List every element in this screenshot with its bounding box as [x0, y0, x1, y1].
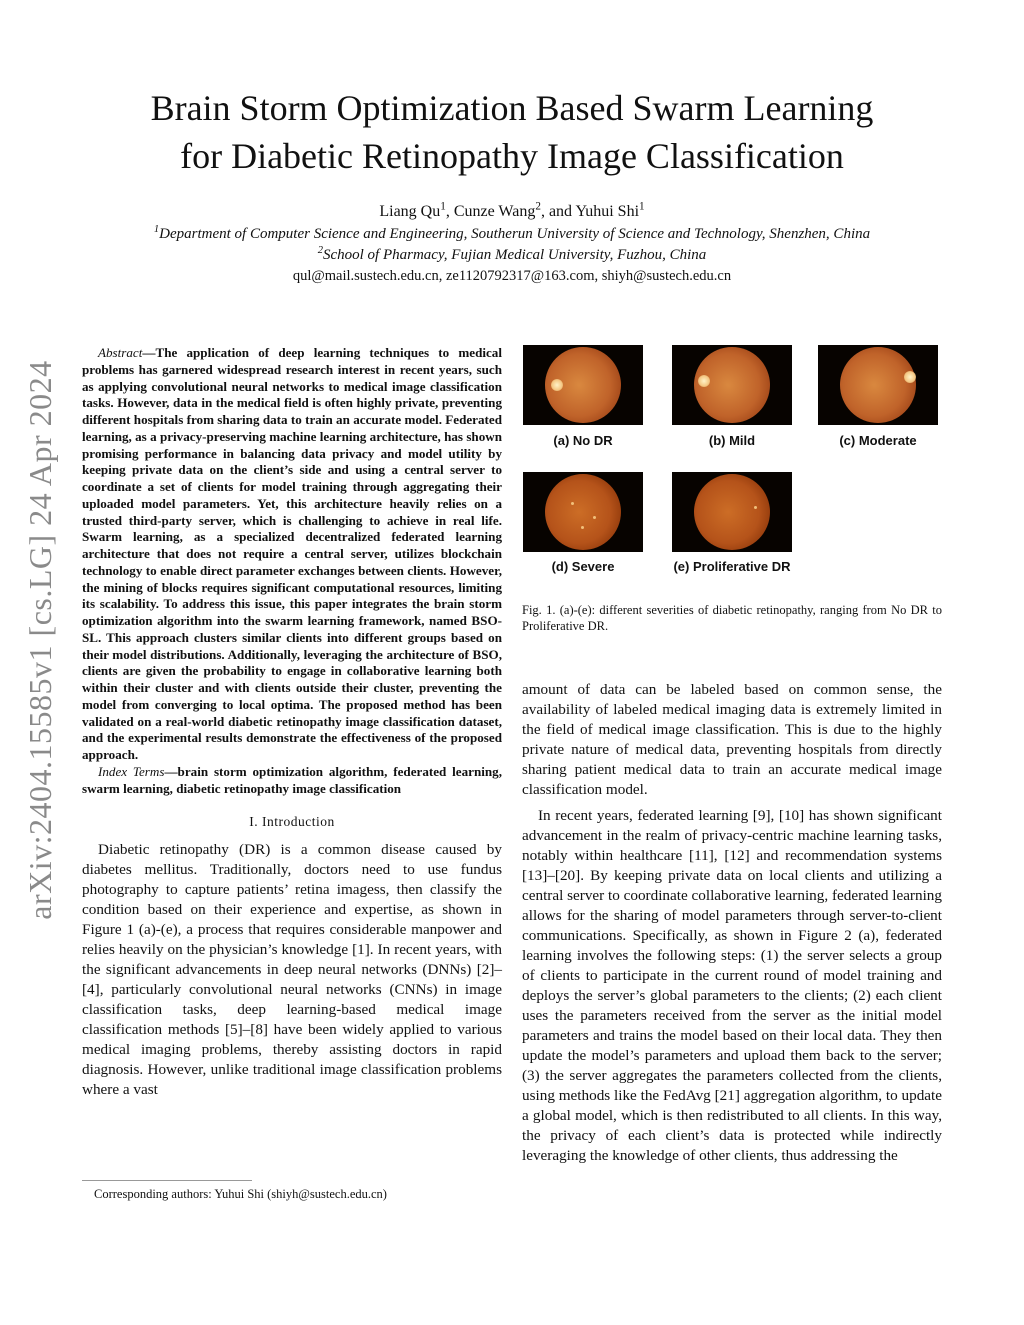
- retina-disc: [545, 474, 621, 550]
- intro-paragraph-1: Diabetic retinopathy (DR) is a common disease caused by diabetes mellitus. Traditionally, doctors need to use fundus photography to capture patients’ retina imagess, then classify the condition based on their experience and expertise, as shown in Figure 1 (a)-(e), a process that requires considerable manpower and relies heavily on the physician’s knowledge [1]. In recent years, with the significant advancements in deep neural networks (DNNs) [2]–[4], particularly convolutional neural networks (CNNs) in image classification tasks, deep learning-based medical image classification methods [5]–[8] have been widely applied to various medical imaging problems, thereby assisting doctors in rapid diagnosis. However, unlike traditional image classification problems where a vast: [82, 841, 502, 1099]
- figure-panel-label-e: (e) Proliferative DR: [673, 559, 791, 574]
- fundus-image-mild: [672, 345, 792, 425]
- paper-title: [60, 84, 964, 180]
- arxiv-identifier: arXiv:2404.15585v1 [cs.LG] 24 Apr 2024: [22, 360, 58, 920]
- lesion-spot: [754, 506, 757, 509]
- intro-paragraph-1-continued: amount of data can be labeled based on common sense, the availability of labeled medical imaging data is extremely limited in the field of medical image classification. This is due to the highly private nature of medical data, preventing hospitals from directly sharing patient medical data to train an accurate medical image classification model.: [522, 681, 942, 798]
- index-terms-label: Index Terms: [98, 763, 165, 779]
- right-column: [522, 680, 942, 1166]
- figure-panel-label-b: (b) Mild: [708, 433, 756, 448]
- affiliation-1: [60, 224, 964, 244]
- fundus-image-severe: [523, 472, 643, 552]
- affiliation-text: Department of Computer Science and Engineering, Southerun University of Science and Technology, Shenzhen, China: [159, 226, 871, 242]
- lesion-spot: [593, 516, 596, 519]
- left-column: [82, 345, 502, 1100]
- fundus-image-proliferative-dr: [672, 472, 792, 552]
- author-name: Cunze Wang: [453, 203, 536, 220]
- section-heading-introduction: I. Introduction: [249, 814, 335, 830]
- fundus-image-moderate: [818, 345, 938, 425]
- author-emails: qul@mail.sustech.edu.cn, ze1120792317@163.com, shiyh@sustech.edu.cn: [292, 268, 732, 284]
- affiliation-text: School of Pharmacy, Fujian Medical University, Fuzhou, China: [322, 247, 707, 263]
- index-terms: [82, 764, 502, 798]
- author-list: [60, 201, 964, 223]
- figure-1-caption: Fig. 1. (a)-(e): different severities of diabetic retinopathy, ranging from No DR to Proliferative DR.: [522, 603, 942, 633]
- footnote-rule: [82, 1180, 252, 1181]
- optic-disc: [551, 379, 563, 391]
- affiliation-sup: 2: [317, 245, 323, 256]
- title-line-2: for Diabetic Retinopathy Image Classification: [180, 136, 844, 176]
- index-terms-text: —brain storm optimization algorithm, federated learning, swarm learning, diabetic retinopathy image classification: [82, 763, 503, 796]
- optic-disc: [904, 371, 916, 383]
- affiliation-2: [60, 245, 964, 265]
- author-sup: 1: [639, 200, 645, 213]
- abstract-text: —The application of deep learning techniques to medical problems has garnered widespread research interest in recent years, such as applying convolutional neural networks to medical image classification tasks. However, data in the medical field is often highly private, preventing different hospitals from sharing data to train an accurate model. Federated learning, as a privacy-preserving machine learning architecture, has shown promising performance in balancing data privacy and model utility by keeping private data on the client’s side and using a central server to coordinate a set of clients for model training through aggregating their uploaded model parameters. Yet, this architecture heavily relies on a trusted third-party server, which is challenging to achieve in real life. Swarm learning, as a specialized decentralized federated learning architecture that does not require a central server, utilizes blockchain technology to enable direct parameter exchanges between clients. However, the mining of blocks requires significant computational resources, limiting its scalability. To address this issue, this paper integrates the brain storm optimization algorithm into the swarm learning framework, named BSO-SL. This approach clusters similar clients into different groups based on their model distributions. Additionally, leveraging the architecture of BSO, clients are given the probability to engage in collaborative learning both within their cluster and with clients outside their cluster, preventing the model from converging to local optima. The proposed method has been validated on a real-world diabetic retinopathy image classification dataset, and the experimental results demonstrate the effectiveness of the proposed approach.: [82, 345, 502, 762]
- author-sup: 1: [440, 200, 446, 213]
- title-line-1: Brain Storm Optimization Based Swarm Learning: [150, 88, 874, 128]
- author-sup: 2: [535, 200, 541, 213]
- author-name: Yuhui Shi: [575, 203, 640, 220]
- retina-disc: [694, 474, 770, 550]
- intro-paragraph-2: In recent years, federated learning [9], [10] has shown significant advancement in the realm of privacy-centric machine learning tasks, notably within healthcare [11], [12] and recommendation systems [13]–[20]. By keeping private data on local clients and utilizing a central server to coordinate collaborative learning, federated learning allows for the sharing of model parameters through server-to-client communications. Specifically, as shown in Figure 2 (a), federated learning involves the following steps: (1) the server selects a group of clients to participate in the current round of model training and deploys the server’s global parameters to the clients; (2) each client uses the parameters received from the server as the initial model parameters and trains the model based on their local data. They then update the model’s parameters and upload them back to the server; (3) the server aggregates the parameters collected from the clients, using methods like the FedAvg [21] aggregation algorithm, to update a global model, which is then redistributed to all clients. In this way, the privacy of each client’s data is protected while indirectly leveraging the knowledge of other clients, thus addressing the: [522, 807, 942, 1164]
- optic-disc: [698, 375, 710, 387]
- figure-panel-label-c: (c) Moderate: [839, 433, 917, 448]
- lesion-spot: [571, 502, 574, 505]
- retina-disc: [840, 347, 916, 423]
- figure-panel-label-d: (d) Severe: [551, 559, 615, 574]
- author-separator: ,: [445, 203, 454, 220]
- abstract-label: Abstract: [98, 345, 143, 360]
- fundus-image-no-dr: [523, 345, 643, 425]
- footnote-corresponding-authors: Corresponding authors: Yuhui Shi (shiyh@sustech.edu.cn): [94, 1187, 387, 1201]
- affiliation-sup: 1: [153, 224, 160, 235]
- lesion-spot: [581, 526, 584, 529]
- author-name: Liang Qu: [379, 203, 441, 220]
- author-separator: , and: [540, 203, 576, 220]
- abstract: [82, 345, 502, 764]
- figure-panel-label-a: (a) No DR: [553, 433, 613, 448]
